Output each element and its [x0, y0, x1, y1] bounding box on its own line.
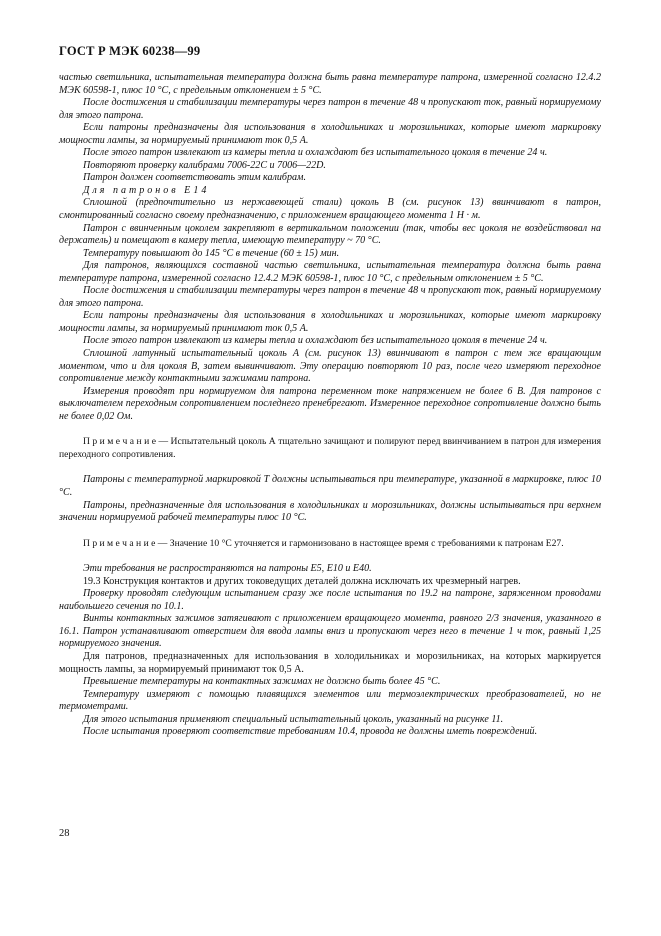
paragraph: После этого патрон извлекают из камеры тепла и охлаждают без испытательного цоколя в течение 24 ч.: [83, 147, 548, 159]
paragraph: Винты контактных зажимов затягивают с приложением вращающего момента, равного 2/3 значения, указанного в 16.1. Патрон устанавливают отверстием для ввода лампы вниз и пропускают через него в течение 1 ч ток, равный 1,25 нормируемого значения.: [59, 613, 601, 650]
paragraph: частью светильника, испытательная температура должна быть равна температуре патрона, измеренной согласно 12.4.2 МЭК 60598-1, плюс 10 °С, с предельным отклонением ± 5 °С.: [59, 72, 601, 96]
paragraph: После этого патрон извлекают из камеры тепла и охлаждают без испытательного цоколя в течение 24 ч.: [83, 335, 548, 347]
paragraph: После достижения и стабилизации температуры через патрон в течение 48 ч пропускают ток, равный нормируемому для этого патрона.: [59, 285, 601, 309]
clause-19-3: 19.3 Конструкция контактов и других токоведущих деталей должна исключать их чрезмерный нагрев.: [83, 575, 521, 587]
paragraph: После достижения и стабилизации температуры через патрон в течение 48 ч пропускают ток, равный нормируемому для этого патрона.: [59, 97, 601, 121]
document-body: [59, 72, 601, 739]
paragraph: Эти требования не распространяются на патроны Е5, Е10 и Е40.: [83, 563, 372, 575]
paragraph: Патроны, предназначенные для использования в холодильниках и морозильниках, должны испытываться при верхнем значении нормируемой рабочей температуры плюс 10 °С.: [59, 499, 601, 524]
paragraph: Повторяют проверку калибрами 7006-22С и 7006—22D.: [83, 159, 326, 171]
note: П р и м е ч а н и е — Значение 10 °С уточняется и гармонизовано в настоящее время с требованиями к патронам Е27.: [83, 537, 564, 549]
note: П р и м е ч а н и е — Испытательный цоколь А тщательно зачищают и полируют перед ввинчиванием в патрон для измерения переходного сопротивления.: [59, 436, 601, 460]
paragraph: Для патронов, являющихся составной частью светильника, испытательная температура должна быть равна температуре патрона, измеренной согласно 12.4.2 МЭК 60598-1, плюс 10 °С, с предельным отклонением ± 5 °С.: [59, 260, 601, 284]
paragraph: Сплошной латунный испытательный цоколь А (см. рисунок 13) ввинчивают в патрон с тем же вращающим моментом, что и для цоколя В, затем вывинчивают. Эту операцию повторяют 10 раз, после чего измеряют переходное сопротивление между контактными зажимами патрона.: [59, 348, 601, 385]
paragraph: Измерения проводят при нормируемом для патрона переменном токе напряжением не более 6 В. Для патронов с выключателем переходным сопротивлением последнего пренебрегают. Измеренное переходное сопротивление должно быть не более 0,02 Ом.: [59, 385, 601, 422]
paragraph: Если патроны предназначены для использования в холодильниках и морозильниках, которые имеют маркировку мощности лампы, за нормируемый принимают ток 0,5 А.: [59, 122, 601, 146]
paragraph: Патроны с температурной маркировкой Т должны испытываться при температуре, указанной в маркировке, плюс 10 °С.: [59, 474, 601, 498]
paragraph: Сплошной (предпочтительно из нержавеющей стали) цоколь В (см. рисунок 13) ввинчивают в патрон, смонтированный согласно своему предназначению, с приложением вращающего момента 1 Н · м.: [59, 197, 601, 222]
paragraph: Патрон должен соответствовать этим калибрам.: [83, 172, 306, 184]
standard-header: ГОСТ Р МЭК 60238—99: [59, 44, 201, 58]
paragraph: Для этого испытания применяют специальный испытательный цоколь, указанный на рисунке 11.: [83, 713, 504, 725]
paragraph: Температуру повышают до 145 °С в течение (60 ± 15) мин.: [83, 247, 340, 259]
paragraph: Если патроны предназначены для использования в холодильниках и морозильниках, которые имеют маркировку мощности лампы, за нормируемый принимают ток 0,5 А.: [59, 310, 601, 334]
paragraph: Превышение температуры на контактных зажимах не должно быть более 45 °С.: [83, 676, 441, 688]
subsection-heading: Для патронов Е14: [83, 184, 210, 196]
paragraph: Для патронов, предназначенных для использования в холодильниках и морозильниках, на которых маркируется мощность лампы, за нормируемый принимают ток 0,5 А.: [59, 650, 601, 675]
paragraph: Патрон с ввинченным цоколем закрепляют в вертикальном положении (так, чтобы вес цоколя не воздействовал на держатель) и помещают в камеру тепла, имеющую температуру ~ 70 °С.: [59, 222, 601, 247]
paragraph: Проверку проводят следующим испытанием сразу же после испытания по 19.2 на патроне, заряженном проводами наибольшего сечения по 10.1.: [59, 588, 601, 612]
page-number: 28: [59, 828, 70, 839]
paragraph: Температуру измеряют с помощью плавящихся элементов или термоэлектрических преобразователей, но не термометрами.: [59, 688, 601, 713]
paragraph: После испытания проверяют соответствие требованиям 10.4, провода не должны иметь повреждений.: [83, 726, 538, 738]
